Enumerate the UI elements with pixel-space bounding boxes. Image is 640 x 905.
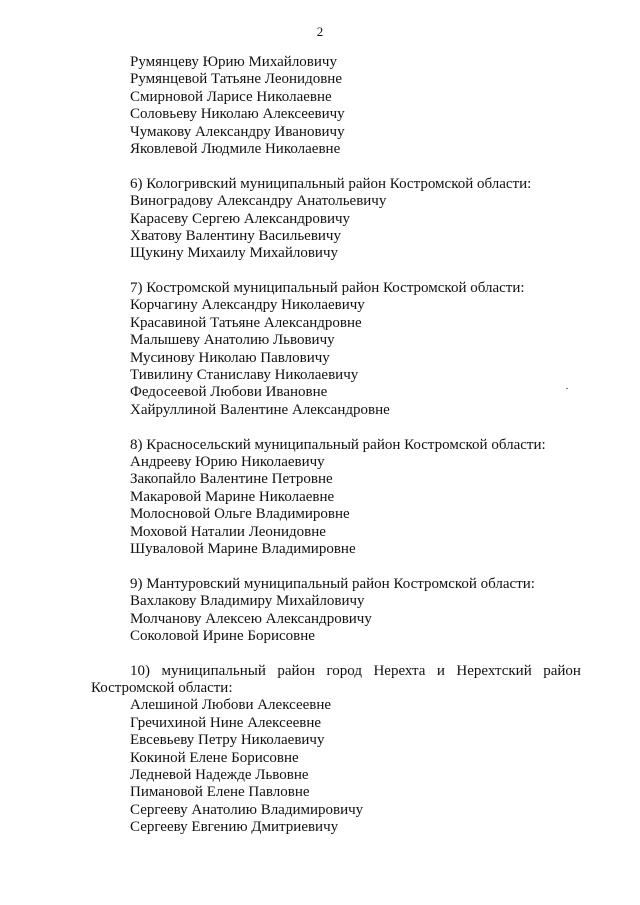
heading-word: Нерехта	[373, 662, 426, 679]
section-heading: 6) Кологривский муниципальный район Костромской области:	[130, 175, 532, 192]
section-heading: 7) Костромской муниципальный район Костромской области:	[130, 280, 525, 297]
list-item: Чумакову Александру Ивановичу	[130, 123, 345, 140]
section-heading	[91, 663, 581, 680]
list-item: Вахлакову Владимиру Михайловичу	[130, 593, 365, 610]
list-item: Соловьеву Николаю Алексеевичу	[130, 106, 345, 123]
heading-word: город	[326, 662, 362, 679]
spacer	[91, 419, 581, 436]
list-item: Моховой Наталии Леонидовне	[130, 523, 326, 540]
heading-word: и	[436, 662, 445, 679]
page-number: 2	[316, 24, 324, 39]
scan-speck	[566, 388, 568, 389]
section-7	[91, 280, 581, 419]
list-item: Молосновой Ольге Владимировне	[130, 506, 350, 523]
document-body	[91, 54, 581, 837]
heading-word: район	[277, 662, 316, 679]
list-item: Малышеву Анатолию Львовичу	[130, 332, 335, 349]
list-item: Мусинову Николаю Павловичу	[130, 349, 330, 366]
section-heading: 8) Красносельский муниципальный район Костромской области:	[130, 436, 546, 453]
list-item: Румянцевой Татьяне Леонидовне	[130, 71, 342, 88]
section-heading: 9) Мантуровский муниципальный район Костромской области:	[130, 575, 535, 592]
list-item: Соколовой Ирине Борисовне	[130, 627, 315, 644]
heading-word: Нерехтский	[456, 662, 532, 679]
list-item: Федосеевой Любови Ивановне	[130, 384, 328, 401]
spacer	[91, 645, 581, 662]
list-item: Шуваловой Марине Владимировне	[130, 540, 356, 557]
section-9	[91, 576, 581, 646]
section-6	[91, 176, 581, 263]
top-name-list	[91, 54, 581, 158]
list-item: Евсевьеву Петру Николаевичу	[130, 732, 325, 749]
list-item: Кокиной Елене Борисовне	[130, 749, 299, 766]
list-item: Макаровой Марине Николаевне	[130, 488, 335, 505]
list-item: Корчагину Александру Николаевичу	[130, 297, 365, 314]
list-item: Сергееву Анатолию Владимировичу	[130, 801, 364, 818]
section-10	[91, 663, 581, 837]
list-item: Андрееву Юрию Николаевичу	[130, 453, 325, 470]
list-item: Хватову Валентину Васильевичу	[130, 227, 341, 244]
list-item: Виноградову Александру Анатольевичу	[130, 193, 387, 210]
list-item: Гречихиной Нине Алексеевне	[130, 714, 322, 731]
list-item: Пимановой Елене Павловне	[130, 784, 310, 801]
list-item: Тивилину Станиславу Николаевичу	[130, 367, 359, 384]
list-item: Хайруллиной Валентине Александровне	[130, 401, 390, 418]
list-item: Закопайло Валентине Петровне	[130, 471, 333, 488]
spacer	[91, 558, 581, 575]
list-item: Яковлевой Людмиле Николаевне	[130, 140, 341, 157]
list-item: Карасеву Сергею Александровичу	[130, 210, 351, 227]
spacer	[91, 158, 581, 175]
list-item: Щукину Михаилу Михайловичу	[130, 245, 338, 262]
list-item: Алешиной Любови Алексеевне	[130, 697, 332, 714]
heading-word: район	[543, 662, 581, 679]
section-8	[91, 437, 581, 559]
heading-word: муниципальный	[161, 662, 266, 679]
list-item: Ледневой Надежде Львовне	[130, 767, 309, 784]
section-heading-continuation: Костромской области:	[91, 680, 233, 697]
spacer	[91, 263, 581, 280]
heading-word: 10)	[130, 662, 150, 679]
list-item: Сергееву Евгению Дмитриевичу	[130, 819, 339, 836]
list-item: Смирновой Ларисе Николаевне	[130, 88, 332, 105]
list-item: Румянцеву Юрию Михайловичу	[130, 54, 337, 70]
list-item: Молчанову Алексею Александровичу	[130, 610, 372, 627]
list-item: Красавиной Татьяне Александровне	[130, 314, 362, 331]
